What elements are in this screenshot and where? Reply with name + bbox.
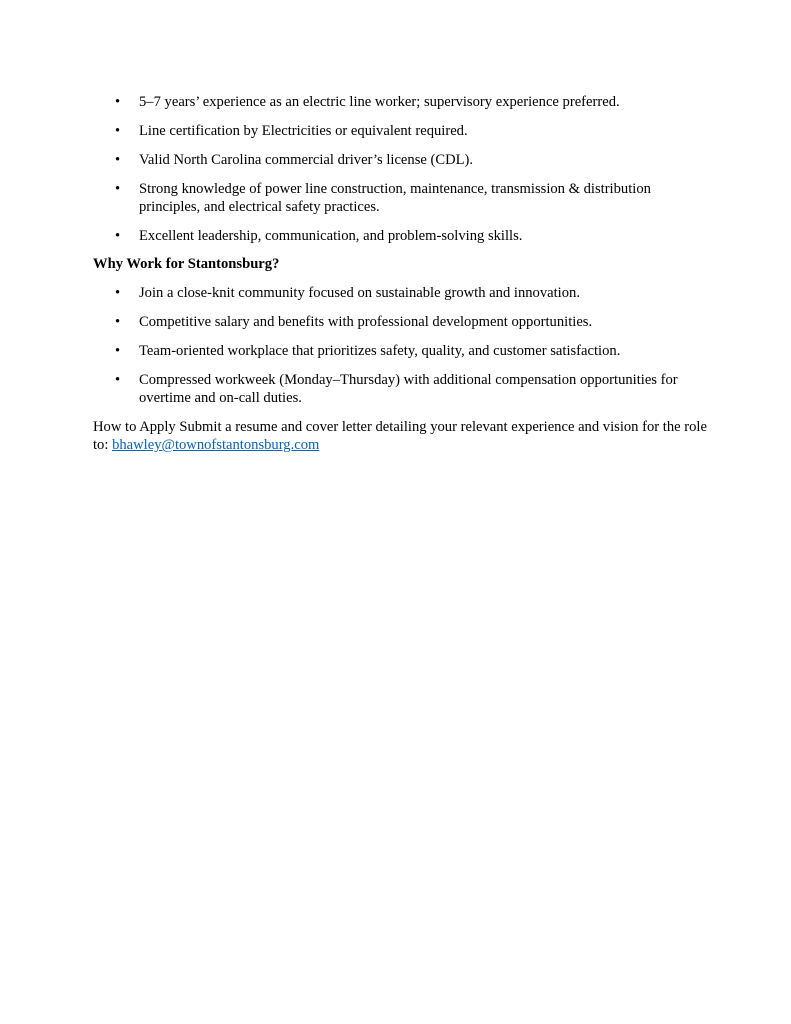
requirement-text: Excellent leadership, communication, and problem-solving skills. [139, 228, 523, 244]
list-item [93, 371, 713, 407]
document-page [93, 93, 713, 469]
bullet-icon: • [115, 94, 121, 110]
list-item [93, 122, 713, 140]
requirement-text: Line certification by Electricities or equivalent required. [139, 123, 468, 139]
list-item [93, 93, 713, 111]
apply-text: How to Apply Submit a resume and cover letter detailing your relevant experience and vision for the role to: [93, 419, 707, 453]
list-item [93, 284, 713, 302]
benefit-text: Compressed workweek (Monday–Thursday) with additional compensation opportunities for overtime and on-call duties. [139, 372, 678, 406]
benefit-text: Join a close-knit community focused on sustainable growth and innovation. [139, 285, 580, 301]
requirement-text: Valid North Carolina commercial driver’s license (CDL). [139, 152, 474, 168]
bullet-icon: • [115, 181, 121, 197]
benefit-text: Competitive salary and benefits with professional development opportunities. [139, 314, 593, 330]
bullet-icon: • [115, 285, 121, 301]
bullet-icon: • [115, 152, 121, 168]
bullet-icon: • [115, 228, 121, 244]
bullet-icon: • [115, 314, 121, 330]
list-item [93, 313, 713, 331]
list-item [93, 342, 713, 360]
list-item [93, 151, 713, 169]
email-link[interactable]: bhawley@townofstantonsburg.com [112, 437, 320, 453]
why-work-heading: Why Work for Stantonsburg? [93, 256, 280, 272]
requirement-text: 5–7 years’ experience as an electric line worker; supervisory experience preferred. [139, 94, 620, 110]
requirement-text: Strong knowledge of power line construction, maintenance, transmission & distribution principles, and electrical safety practices. [139, 181, 651, 215]
list-item [93, 227, 713, 245]
bullet-icon: • [115, 343, 121, 359]
bullet-icon: • [115, 372, 121, 388]
requirements-list [93, 93, 713, 245]
list-item [93, 180, 713, 216]
how-to-apply-paragraph [93, 418, 713, 454]
bullet-icon: • [115, 123, 121, 139]
benefit-text: Team-oriented workplace that prioritizes safety, quality, and customer satisfaction. [139, 343, 621, 359]
why-work-list [93, 284, 713, 407]
